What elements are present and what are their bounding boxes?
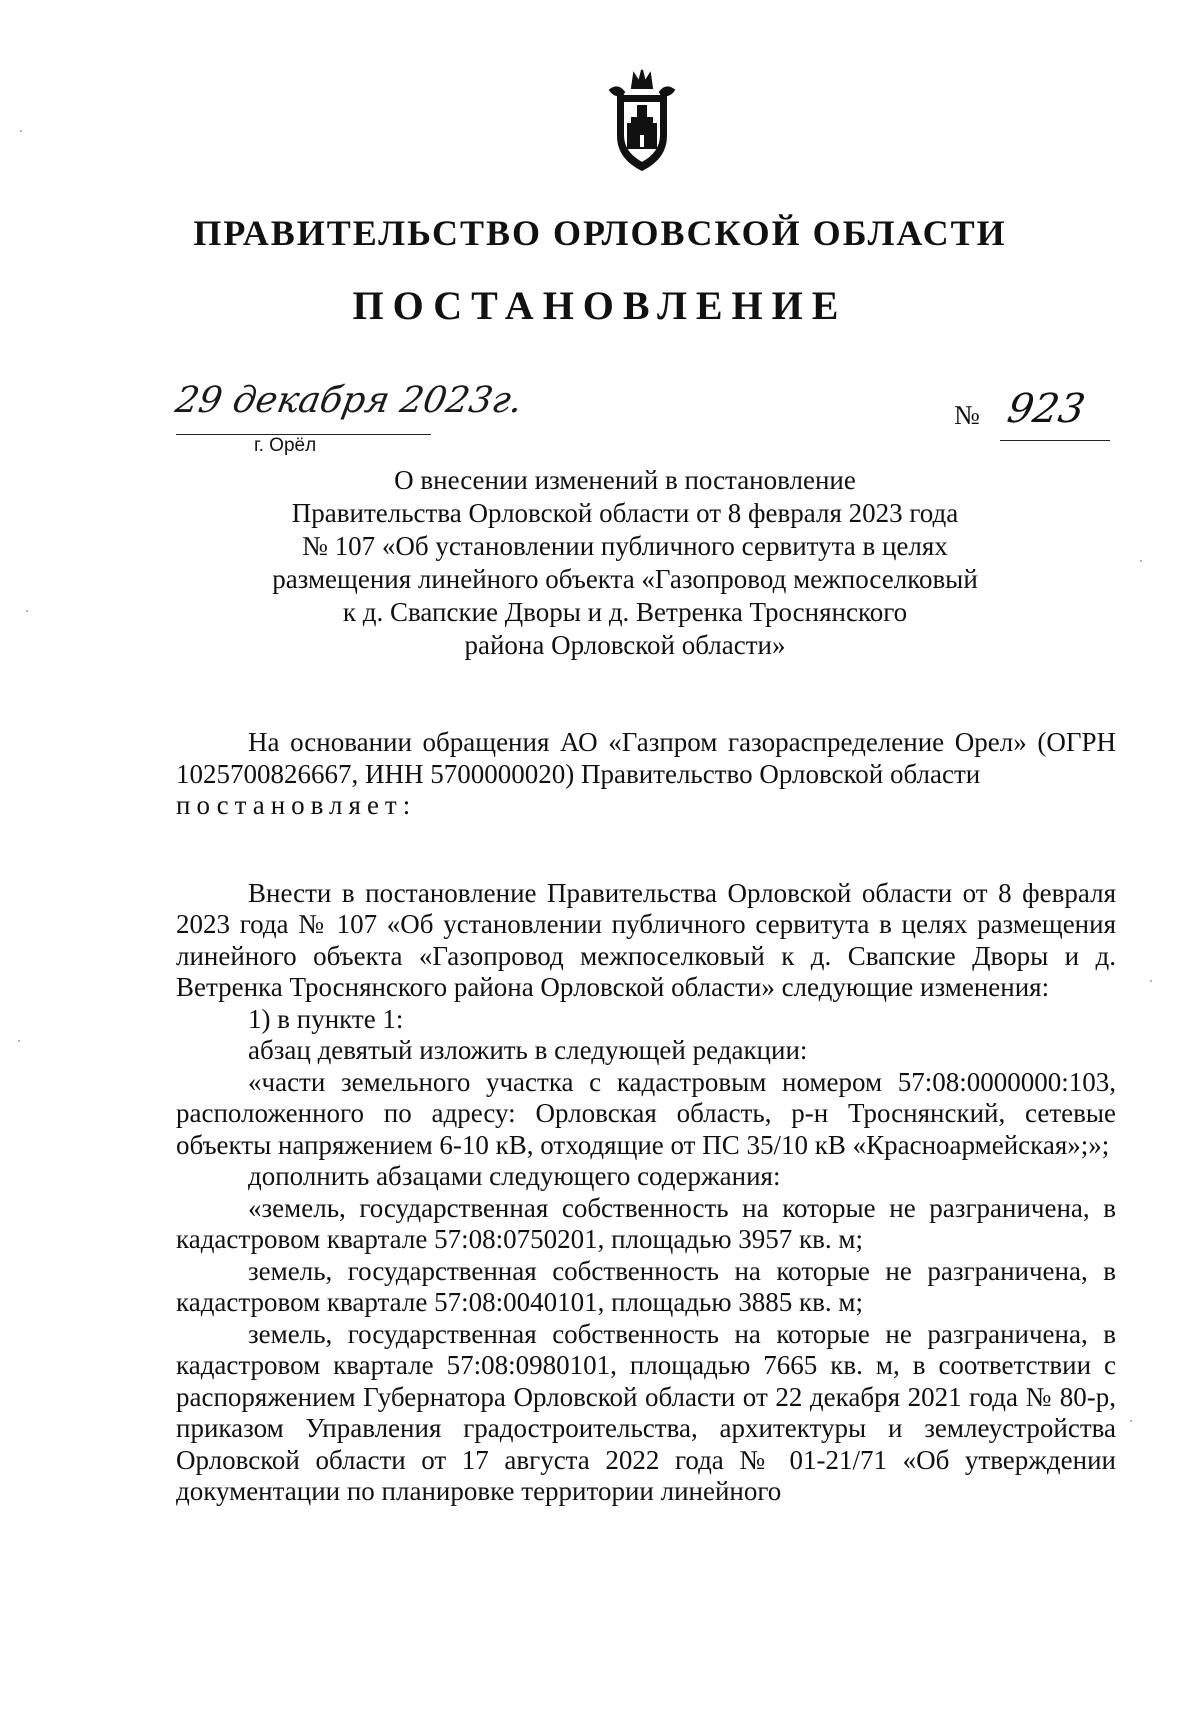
body-paragraph: 1) в пункте 1: <box>248 1003 404 1034</box>
body-paragraph: абзац девятый изложить в следующей редакции: <box>248 1035 808 1065</box>
scan-artifact <box>18 1040 20 1042</box>
city-label: г. Орёл <box>254 435 317 456</box>
number-label: № <box>954 400 980 430</box>
scan-artifact <box>1130 1420 1132 1422</box>
document-body <box>176 727 1116 1508</box>
document-type-title: ПОСТАНОВЛЕНИЕ <box>352 283 848 328</box>
handwritten-number: 923 <box>1003 386 1089 432</box>
subject-line: размещения линейного объекта «Газопровод межпоселковый <box>272 564 978 594</box>
number-underline <box>1000 440 1110 441</box>
subject-line: № 107 «Об установлении публичного сервитута в целях <box>302 531 948 561</box>
scan-artifact <box>1140 560 1142 562</box>
scan-artifact <box>26 610 28 612</box>
subject-line: О внесении изменений в постановление <box>394 465 856 495</box>
scan-artifact <box>20 130 22 132</box>
body-paragraph: «части земельного участка с кадастровым номером 57:08:0000000:103, расположенного по адресу: Орловская область, р-н Троснянский, сетевые объекты напряжением 6-10 кВ, отходящие от ПС 35/10 кВ «Красноармейская»;»; <box>176 1066 1116 1160</box>
body-paragraph: дополнить абзацами следующего содержания: <box>248 1161 781 1191</box>
subject-line: к д. Свапские Дворы и д. Ветренка Троснянского <box>342 597 908 627</box>
body-paragraph: земель, государственная собственность на которые не разграничена, в кадастровом квартале 57:08:0980101, площадью 7665 кв. м, в соответствии с распоряжением Губернатора Орловской области от 22 декабря 2021 года № 80-р, приказом Управления градостроительства, архитектуры и землеустройства Орловской области от 17 августа 2022 года № 01-21/71 «Об утверждении документации по планировке территории линейного <box>176 1318 1116 1506</box>
organization-title: ПРАВИТЕЛЬСТВО ОРЛОВСКОЙ ОБЛАСТИ <box>193 213 1007 253</box>
handwritten-date: 29 декабря 2023г. <box>172 380 526 421</box>
resolves-word: постановляет: <box>176 790 417 820</box>
subject-line: района Орловской области» <box>464 630 786 660</box>
body-paragraph: земель, государственная собственность на которые не разграничена, в кадастровом квартале 57:08:0040101, площадью 3885 кв. м; <box>176 1255 1116 1317</box>
document-subject <box>240 464 1010 662</box>
body-paragraph: Внести в постановление Правительства Орловской области от 8 февраля 2023 года № 107 «Об установлении публичного сервитута в целях размещения линейного объекта «Газопровод межпоселковый к д. Свапские Дворы и д. Ветренка Троснянского района Орловской области» следующие изменения: <box>176 877 1116 1002</box>
subject-line: Правительства Орловской области от 8 февраля 2023 года <box>291 498 959 528</box>
coat-of-arms-icon <box>604 66 680 174</box>
intro-paragraph: На основании обращения АО «Газпром газораспределение Орел» (ОГРН 1025700826667, ИНН 5700000020) Правительство Орловской области <box>176 727 1116 789</box>
body-paragraph: «земель, государственная собственность на которые не разграничена, в кадастровом квартале 57:08:0750201, площадью 3957 кв. м; <box>176 1192 1116 1254</box>
date-block <box>172 380 526 456</box>
scan-artifact <box>1150 980 1152 982</box>
